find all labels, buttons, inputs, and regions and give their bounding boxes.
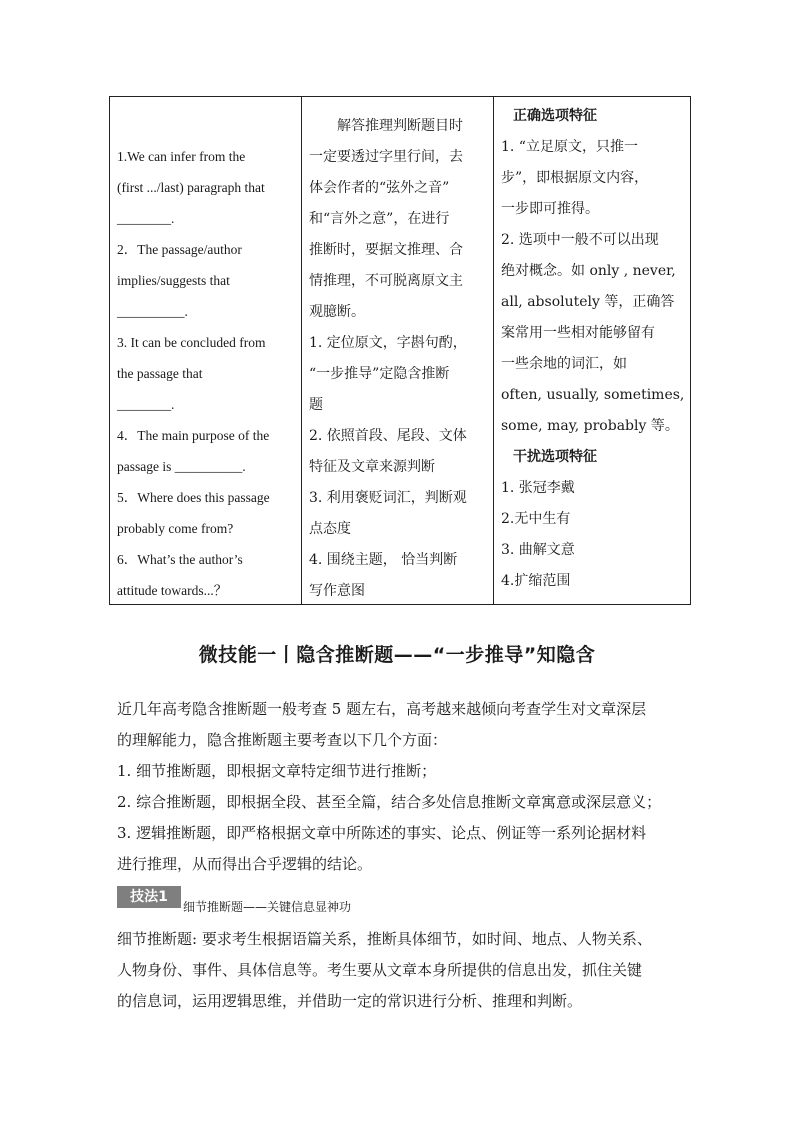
stem-line: 5．Where does this passage (117, 490, 270, 505)
strategy-line: 3. 利用褒贬词汇，判断观 (309, 490, 467, 506)
strategy-line: 特征及文章来源判断 (309, 459, 435, 475)
stem-line: 4．The main purpose of the (117, 428, 270, 443)
intro-line: 1. 细节推断题，即根据文章特定细节进行推断； (117, 762, 437, 780)
section-title: 微技能一丨隐含推断题——“一步推导”知隐含 (198, 644, 596, 666)
detail-line: 细节推断题: 要求考生根据语篇关系，推断具体细节，如时间、地点、人物关系、 (117, 930, 652, 948)
correct-option-line: 步”，即根据原文内容， (501, 170, 649, 186)
stem-line: (first .../last) paragraph that (117, 180, 265, 195)
strategy-line: 写作意图 (309, 583, 365, 599)
correct-option-line: 1. “立足原文，只推一 (501, 139, 638, 155)
strategy-line: 和“言外之意”，在进行 (309, 211, 450, 227)
stem-line: implies/suggests that (117, 273, 230, 288)
strategy-line: 4. 围绕主题， 恰当判断 (309, 552, 458, 568)
correct-option-line: 一步即可推得。 (501, 201, 599, 217)
intro-line: 3. 逻辑推断题，即严格根据文章中所陈述的事实、论点、例证等一系列论据材料 (117, 824, 647, 842)
stem-line: 3. It can be concluded from (117, 335, 266, 350)
distractor-option-line: 3. 曲解文意 (501, 542, 575, 558)
detail-line: 人物身份、事件、具体信息等。考生要从文章本身所提供的信息出发，抓住关键 (117, 961, 643, 979)
stem-line: ________. (117, 211, 175, 226)
stem-line: __________. (117, 304, 188, 319)
intro-line: 2. 综合推断题，即根据全段、甚至全篇，结合多处信息推断文章寓意或深层意义； (117, 793, 662, 811)
strategy-cell (302, 97, 494, 605)
distractor-option-line: 4.扩缩范围 (501, 573, 571, 589)
distractor-option-line: 1. 张冠李戴 (501, 480, 575, 496)
strategy-line: 推断时，要据文推理、合 (309, 242, 463, 258)
stem-line: ________. (117, 397, 175, 412)
correct-option-line: all, absolutely 等，正确答 (501, 294, 675, 310)
technique-tag: 技法1 (117, 886, 181, 908)
intro-line: 的理解能力，隐含推断题主要考查以下几个方面： (117, 731, 448, 749)
strategy-line: 解答推理判断题目时 (337, 118, 463, 134)
strategy-line: 1. 定位原文，字斟句酌， (309, 335, 467, 351)
intro-line: 进行推理，从而得出合乎逻辑的结论。 (117, 855, 373, 873)
strategy-line: 体会作者的“弦外之音” (309, 180, 450, 196)
correct-option-line: 案常用一些相对能够留有 (501, 325, 655, 341)
intro-paragraph (117, 694, 687, 880)
stem-line: passage is __________. (117, 459, 246, 474)
strategy-line: “一步推导”定隐含推断 (309, 366, 450, 382)
stem-line: probably come from? (117, 521, 234, 536)
detail-line: 的信息词，运用逻辑思维，并借助一定的常识进行分析、推理和判断。 (117, 992, 583, 1010)
question-type-table (109, 96, 691, 605)
strategy-line: 情推理，不可脱离原文主 (309, 273, 463, 289)
correct-option-line: often, usually, sometimes, (501, 387, 685, 403)
correct-option-line: 一些余地的词汇，如 (501, 356, 627, 372)
correct-option-line: 2. 选项中一般不可以出现 (501, 232, 659, 248)
stem-line: 2．The passage/author (117, 242, 242, 257)
stem-line: the passage that (117, 366, 203, 381)
strategy-line: 一定要透过字里行间，去 (309, 149, 463, 165)
strategy-line: 点态度 (309, 521, 351, 537)
correct-options-heading: 正确选项特征 (513, 108, 597, 124)
option-features-cell (494, 97, 691, 605)
stem-line: 1.We can infer from the (117, 149, 246, 164)
distractor-option-line: 2.无中生有 (501, 511, 571, 527)
question-stems-cell (110, 97, 302, 605)
technique-subtitle: 细节推断题——关键信息显神功 (183, 900, 352, 914)
distractor-options-heading: 干扰选项特征 (513, 449, 597, 465)
stem-line: 6．What’s the author’s (117, 552, 243, 567)
strategy-line: 题 (309, 397, 323, 413)
strategy-line: 2. 依照首段、尾段、文体 (309, 428, 467, 444)
detail-paragraph (117, 924, 687, 1017)
correct-option-line: 绝对概念。如 only , never, (501, 263, 676, 279)
correct-option-line: some, may, probably 等。 (501, 418, 679, 434)
strategy-line: 观臆断。 (309, 304, 365, 320)
stem-line: attitude towards...？ (117, 583, 228, 598)
intro-line: 近几年高考隐含推断题一般考查 5 题左右，高考越来越倾向考查学生对文章深层 (117, 700, 647, 718)
